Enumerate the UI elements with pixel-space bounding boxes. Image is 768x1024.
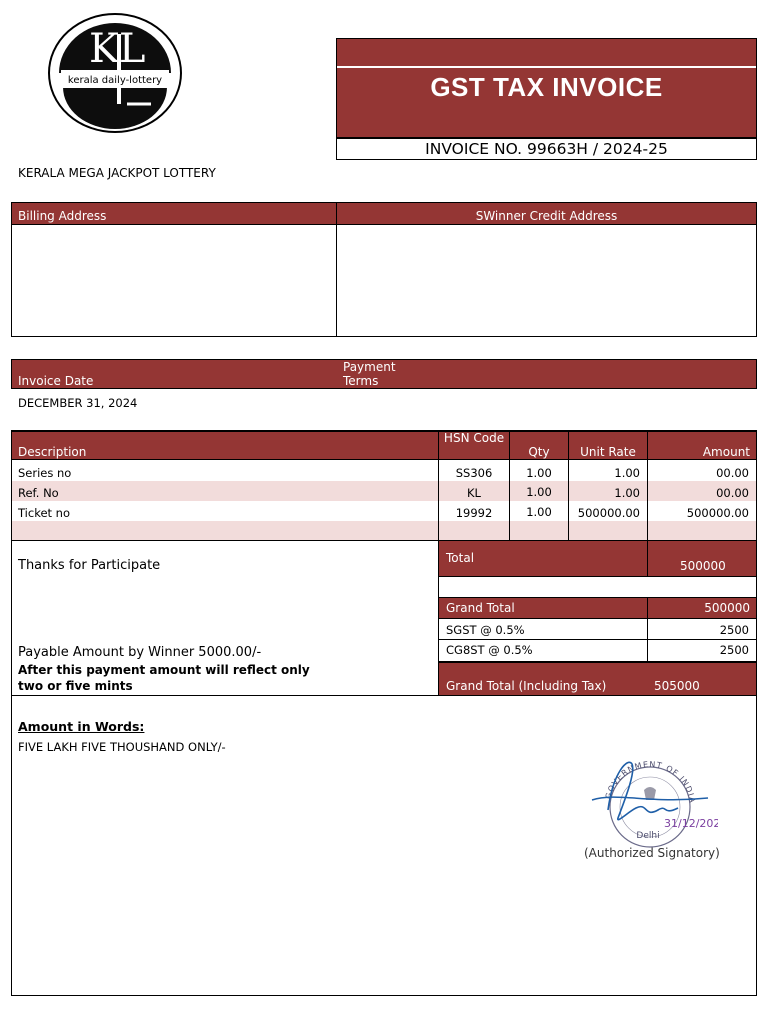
grand-total-value: 500000 [704, 601, 750, 615]
grand-total-label: Grand Total [446, 601, 515, 615]
table-row [12, 481, 756, 501]
logo [47, 12, 183, 134]
invoice-number: INVOICE NO. 99663H / 2024-25 [336, 138, 757, 160]
row-amount: 00.00 [716, 486, 749, 500]
payment-terms-label: Payment Terms [343, 360, 396, 388]
row-qty: 1.00 [526, 485, 552, 499]
row-description: Ref. No [18, 486, 59, 500]
row-description: Ticket no [18, 506, 71, 520]
row-unit-rate: 1.00 [614, 466, 640, 480]
totals-bottom-line [11, 695, 757, 696]
col-line [647, 430, 648, 540]
cgst-label: CG8ST @ 0.5% [446, 643, 533, 657]
seal-text: GOVERNMENT OF INDIA [603, 759, 697, 805]
total-value: 500000 [680, 559, 726, 573]
cgst-value: 2500 [719, 643, 749, 657]
table-left-border [11, 430, 12, 996]
col-amount: Amount [702, 445, 750, 459]
invoice-date-label: Invoice Date [18, 374, 94, 388]
row-amount: 00.00 [716, 466, 749, 480]
title-band-gap [337, 66, 756, 68]
page-bottom-line [11, 995, 757, 996]
total-divider [647, 541, 648, 576]
words-label: Amount in Words: [18, 719, 145, 734]
invoice-date-value: DECEMBER 31, 2024 [18, 396, 138, 410]
company-name: KERALA MEGA JACKPOT LOTTERY [18, 166, 216, 180]
col-hsn: HSN Code [443, 431, 505, 445]
total-bottom-line [439, 576, 757, 577]
row-hsn: KL [467, 486, 481, 500]
row-unit-rate: 1.00 [614, 486, 640, 500]
row-hsn: 19992 [455, 506, 493, 520]
table-row-empty [12, 521, 756, 540]
seal-date: 31/12/202 [664, 817, 718, 830]
row-amount: 500000.00 [686, 506, 749, 520]
invoice-title: GST TAX INVOICE [430, 72, 663, 102]
table-row [12, 501, 756, 521]
row-hsn: SS306 [455, 466, 493, 480]
total-label: Total [446, 551, 475, 565]
seal-city: Delhi [636, 831, 660, 841]
col-qty: Qty [528, 445, 550, 459]
table-right-border [756, 430, 757, 996]
billing-address-header [12, 203, 336, 224]
logo-tagline: kerala daily-lottery [67, 75, 163, 86]
address-divider [336, 202, 337, 337]
grand-total-incl-label: Grand Total (Including Tax) [446, 679, 607, 693]
sgst-value: 2500 [719, 623, 749, 637]
row-qty: 1.00 [526, 466, 552, 480]
col-line [568, 430, 569, 540]
payable-text: Payable Amount by Winner 5000.00/- [18, 645, 262, 660]
grand-total-incl-value: 505000 [654, 679, 700, 693]
col-line [509, 430, 510, 540]
row-qty: 1.00 [526, 505, 552, 519]
table-row [12, 461, 756, 481]
logo-initials: KL [89, 26, 146, 72]
col-description: Description [18, 445, 87, 459]
words-value: FIVE LAKH FIVE THOUSHAND ONLY/- [18, 740, 226, 754]
row-description: Series no [18, 466, 72, 480]
address-header-line [11, 224, 757, 225]
sgst-bottom-line [439, 639, 757, 640]
winner-address-label: SWinner Credit Address [475, 209, 618, 223]
col-unit-rate: Unit Rate [580, 445, 636, 459]
row-unit-rate: 500000.00 [577, 506, 640, 520]
reflect-text: After this payment amount will reflect only two or five mints [18, 663, 310, 693]
winner-address-header [337, 203, 756, 224]
authorized-signatory: (Authorized Signatory) [584, 846, 720, 860]
official-seal [588, 752, 718, 852]
billing-address-label: Billing Address [18, 209, 107, 223]
thanks-text: Thanks for Participate [18, 558, 161, 573]
sgst-label: SGST @ 0.5% [446, 623, 525, 637]
